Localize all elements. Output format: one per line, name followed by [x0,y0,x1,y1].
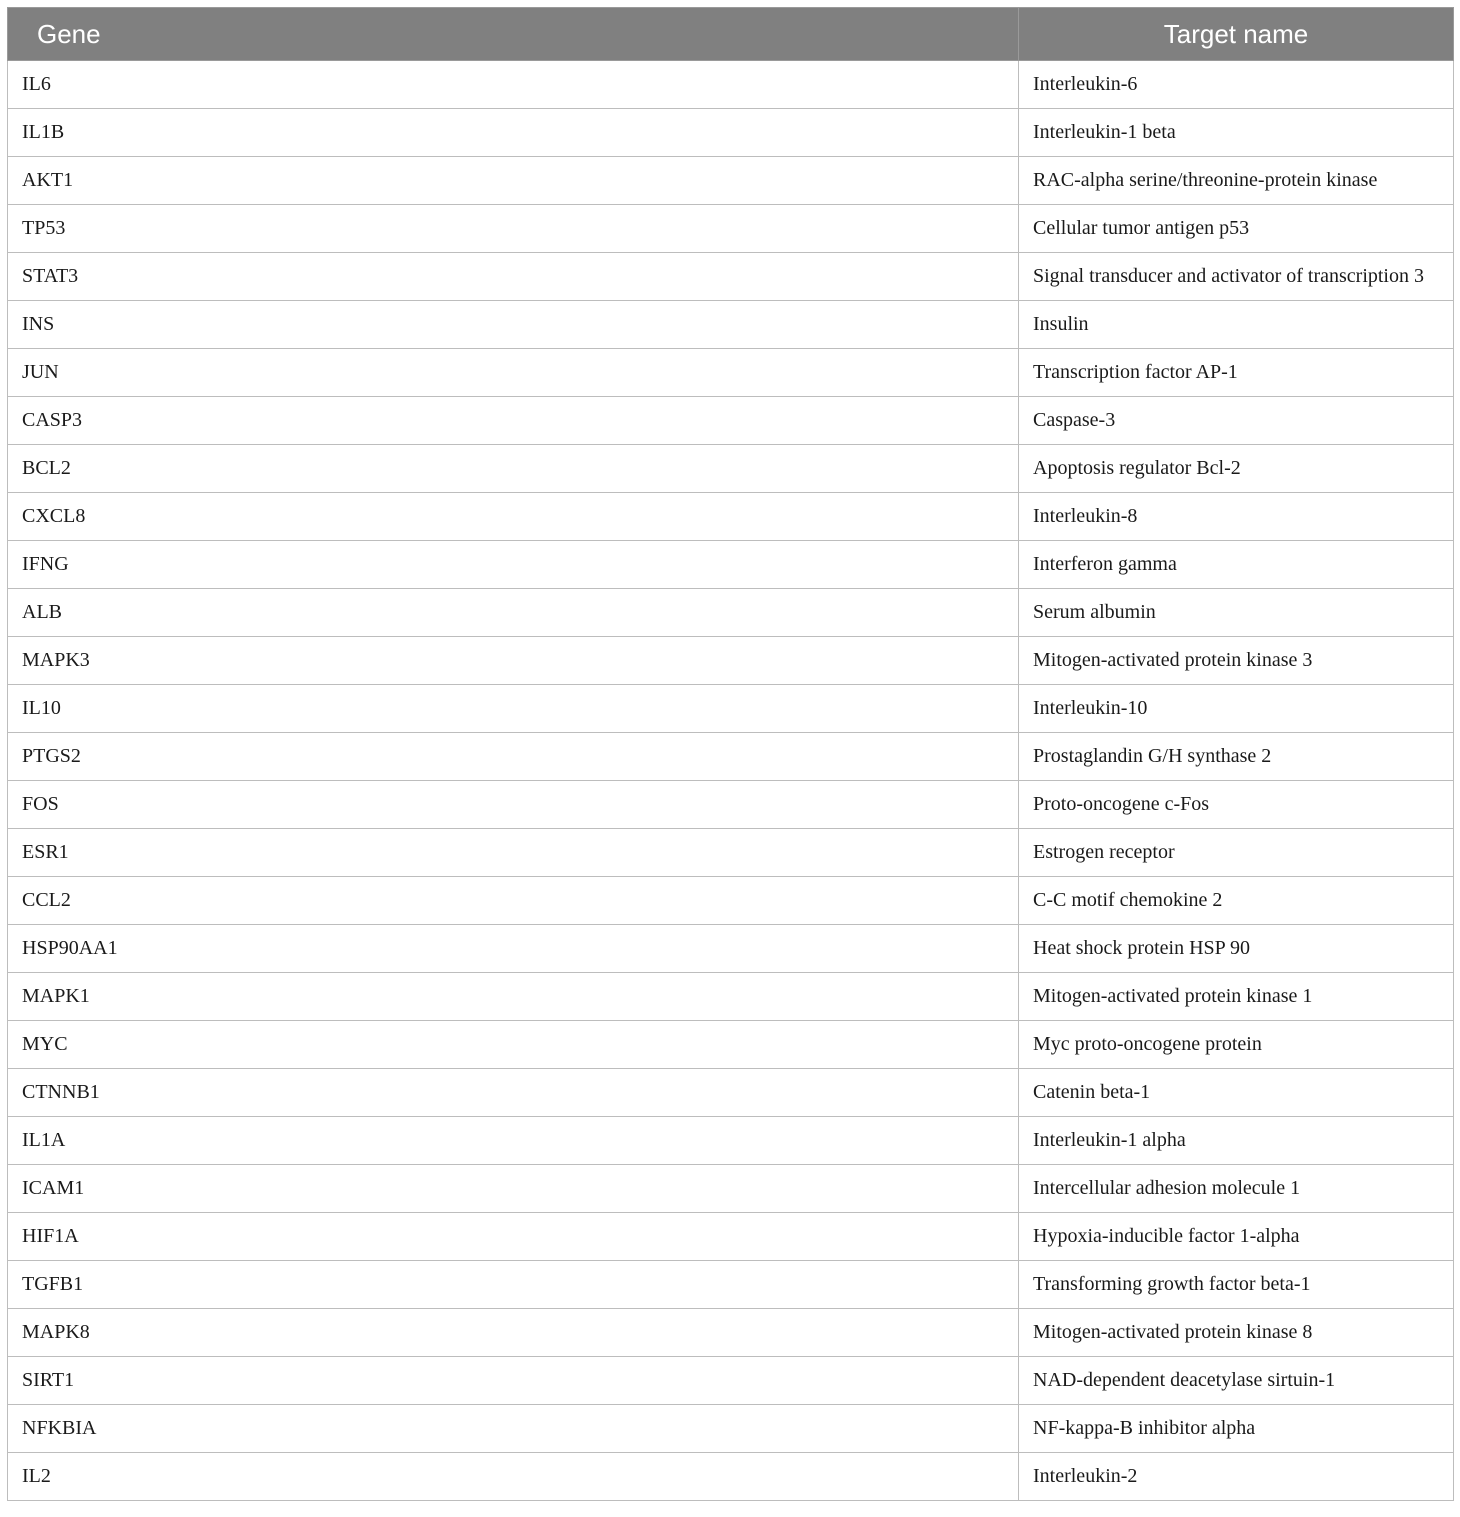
gene-cell: TGFB1 [8,1261,1019,1309]
table-row [8,157,1454,205]
table-row [8,733,1454,781]
table-row [8,637,1454,685]
table-header [8,8,1454,61]
table-row [8,493,1454,541]
table-row [8,109,1454,157]
gene-target-table [7,7,1454,1501]
target-name-cell: RAC-alpha serine/threonine-protein kinase [1019,157,1454,205]
gene-cell: INS [8,301,1019,349]
gene-cell: CXCL8 [8,493,1019,541]
gene-cell: TP53 [8,205,1019,253]
table-row [8,877,1454,925]
target-name-cell: Hypoxia-inducible factor 1-alpha [1019,1213,1454,1261]
target-name-cell: C-C motif chemokine 2 [1019,877,1454,925]
gene-cell: HSP90AA1 [8,925,1019,973]
table-row [8,301,1454,349]
table-row [8,61,1454,109]
gene-cell: HIF1A [8,1213,1019,1261]
target-name-cell: Prostaglandin G/H synthase 2 [1019,733,1454,781]
table-body [8,61,1454,1501]
table-row [8,829,1454,877]
gene-cell: ICAM1 [8,1165,1019,1213]
gene-cell: IL10 [8,685,1019,733]
header-target-name: Target name [1019,8,1454,61]
target-name-cell: Myc proto-oncogene protein [1019,1021,1454,1069]
gene-cell: ESR1 [8,829,1019,877]
table-row [8,781,1454,829]
table-row [8,253,1454,301]
target-name-cell: Catenin beta-1 [1019,1069,1454,1117]
table-row [8,1405,1454,1453]
target-name-cell: Signal transducer and activator of transcription 3 [1019,253,1454,301]
target-name-cell: Intercellular adhesion molecule 1 [1019,1165,1454,1213]
target-name-cell: Interleukin-8 [1019,493,1454,541]
gene-cell: CASP3 [8,397,1019,445]
gene-cell: MYC [8,1021,1019,1069]
gene-cell: IFNG [8,541,1019,589]
target-name-cell: Interferon gamma [1019,541,1454,589]
table-row [8,541,1454,589]
table-row [8,973,1454,1021]
target-name-cell: Interleukin-1 beta [1019,109,1454,157]
target-name-cell: NF-kappa-B inhibitor alpha [1019,1405,1454,1453]
gene-cell: AKT1 [8,157,1019,205]
header-row [8,8,1454,61]
table-row [8,1021,1454,1069]
target-name-cell: Transcription factor AP-1 [1019,349,1454,397]
target-name-cell: Insulin [1019,301,1454,349]
gene-cell: MAPK8 [8,1309,1019,1357]
target-name-cell: Interleukin-2 [1019,1453,1454,1501]
gene-cell: FOS [8,781,1019,829]
target-name-cell: Heat shock protein HSP 90 [1019,925,1454,973]
gene-cell: IL6 [8,61,1019,109]
target-name-cell: Apoptosis regulator Bcl-2 [1019,445,1454,493]
target-name-cell: Proto-oncogene c-Fos [1019,781,1454,829]
gene-cell: PTGS2 [8,733,1019,781]
table-row [8,205,1454,253]
gene-cell: JUN [8,349,1019,397]
gene-cell: SIRT1 [8,1357,1019,1405]
target-name-cell: Mitogen-activated protein kinase 1 [1019,973,1454,1021]
target-name-cell: Mitogen-activated protein kinase 8 [1019,1309,1454,1357]
table-row [8,397,1454,445]
gene-cell: IL1A [8,1117,1019,1165]
gene-cell: NFKBIA [8,1405,1019,1453]
target-name-cell: Serum albumin [1019,589,1454,637]
gene-cell: STAT3 [8,253,1019,301]
table-row [8,1357,1454,1405]
target-name-cell: Estrogen receptor [1019,829,1454,877]
target-name-cell: Caspase-3 [1019,397,1454,445]
gene-cell: CTNNB1 [8,1069,1019,1117]
gene-cell: BCL2 [8,445,1019,493]
table-row [8,1117,1454,1165]
gene-cell: ALB [8,589,1019,637]
table-row [8,445,1454,493]
table-row [8,1213,1454,1261]
target-name-cell: NAD-dependent deacetylase sirtuin-1 [1019,1357,1454,1405]
gene-target-table-container [7,7,1453,1501]
table-row [8,1069,1454,1117]
target-name-cell: Mitogen-activated protein kinase 3 [1019,637,1454,685]
gene-cell: MAPK1 [8,973,1019,1021]
table-row [8,1261,1454,1309]
target-name-cell: Interleukin-1 alpha [1019,1117,1454,1165]
gene-cell: MAPK3 [8,637,1019,685]
table-row [8,1165,1454,1213]
gene-cell: IL1B [8,109,1019,157]
target-name-cell: Interleukin-10 [1019,685,1454,733]
table-row [8,589,1454,637]
table-row [8,1309,1454,1357]
gene-cell: CCL2 [8,877,1019,925]
table-row [8,685,1454,733]
table-row [8,349,1454,397]
target-name-cell: Cellular tumor antigen p53 [1019,205,1454,253]
target-name-cell: Transforming growth factor beta-1 [1019,1261,1454,1309]
gene-cell: IL2 [8,1453,1019,1501]
header-gene: Gene [8,8,1019,61]
table-row [8,1453,1454,1501]
table-row [8,925,1454,973]
target-name-cell: Interleukin-6 [1019,61,1454,109]
